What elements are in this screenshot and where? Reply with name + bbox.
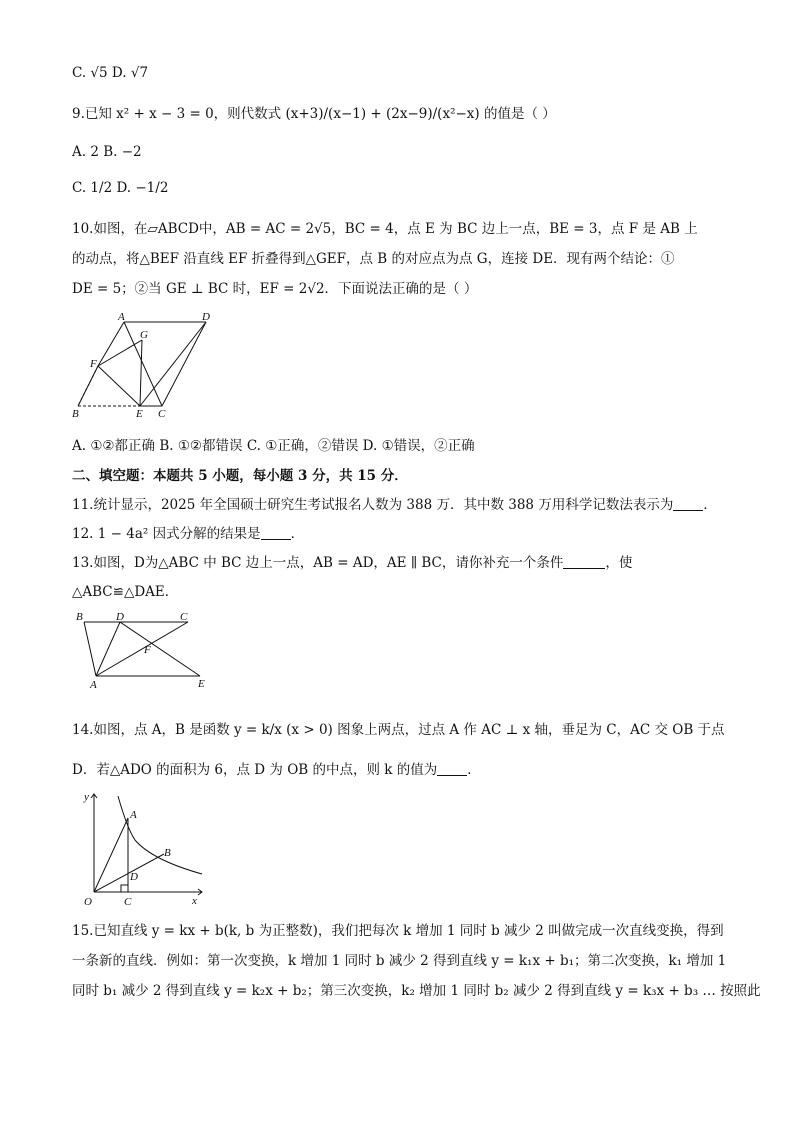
q14-period: ． (467, 762, 481, 778)
q14-line1: 14.如图，点 A，B 是函数 y = k/x (x > 0) 图象上两点，过点 A 作 AC ⊥ x 轴，垂足为 C，AC 交 OB 于点 (72, 722, 725, 738)
q9-stem: 9.已知 x² + x − 3 = 0，则代数式 (x+3)/(x−1) + (2x−9)/(x²−x) 的值是（ ） (72, 106, 556, 122)
q10-stem-line3: DE = 5；②当 GE ⊥ BC 时，EF = 2√2．下面说法正确的是（ ） (72, 281, 478, 297)
q14-line2 (72, 760, 481, 780)
q12-text: 12. 1 − 4a² 因式分解的结果是 (72, 526, 261, 542)
q11-text: 11.统计显示，2025 年全国硕士研究生考试报名人数为 388 万．其中数 388 万用科学记数法表示为 (72, 497, 674, 513)
fig10-label-b: B (72, 408, 79, 420)
fig13-label-a: A (90, 679, 97, 691)
fig10-label-e: E (136, 408, 143, 420)
q12-period: ． (290, 526, 305, 542)
q15-line3: 同时 b₁ 减少 2 得到直线 y = k₂x + b₂；第三次变换，k₂ 增加 1 同时 b₂ 减少 2 得到直线 y = k₃x + b₃ … 按照此 (72, 983, 761, 999)
q13-line2: △ABC≌△DAE． (72, 584, 179, 600)
fig13-label-d: D (116, 611, 124, 623)
fig13-label-f: F (144, 644, 151, 656)
fig14-label-y: y (84, 791, 89, 803)
q10-options: A. ①②都正确 B. ①②都错误 C. ①正确，②错误 D. ①错误，②正确 (72, 438, 475, 454)
q11-answer-blank[interactable] (673, 510, 703, 511)
q12-line (72, 524, 304, 544)
fig14-label-o: O (84, 896, 92, 908)
fig13-label-b: B (76, 611, 83, 623)
q13-line1 (72, 553, 632, 573)
section2-heading: 二、填空题：本题共 5 小题，每小题 3 分，共 15 分． (72, 468, 408, 484)
fig14-label-b: B (164, 847, 171, 859)
q14-text: D．若△ADO 的面积为 6，点 D 为 OB 的中点，则 k 的值为 (72, 762, 438, 778)
fig13-label-e: E (198, 678, 205, 690)
q11-line (72, 495, 717, 515)
fig13-label-c: C (180, 611, 188, 623)
fig10-label-g: G (140, 329, 148, 341)
fig14-label-d: D (130, 871, 138, 883)
q9-options-cd: C. 1/2 D. −1/2 (72, 180, 169, 196)
q13-text-end: ，使 (605, 555, 633, 571)
q12-answer-blank[interactable] (261, 539, 291, 540)
fig14-label-c: C (124, 896, 132, 908)
q13-answer-blank[interactable] (563, 568, 605, 569)
q14-answer-blank[interactable] (437, 775, 467, 776)
q13-text: 13.如图，D为△ABC 中 BC 边上一点，AB = AD，AE ∥ BC，请你补充一个条件 (72, 555, 564, 571)
q13-triangle-figure (70, 608, 220, 694)
q15-line2: 一条新的直线．例如：第一次变换，k 增加 1 同时 b 减少 2 得到直线 y = k₁x + b₁；第二次变换，k₁ 增加 1 (72, 953, 727, 969)
q10-stem-line2: 的动点，将△BEF 沿直线 EF 折叠得到△GEF，点 B 的对应点为点 G，连接 DE．现有两个结论：① (72, 251, 675, 267)
fig10-label-f: F (90, 358, 97, 370)
q8-options-cd: C. √5 D. √7 (72, 65, 149, 81)
q10-parallelogram-figure (70, 310, 230, 420)
q15-line1: 15.已知直线 y = kx + b(k, b 为正整数)，我们把每次 k 增加 1 同时 b 减少 2 叫做完成一次直线变换，得到 (72, 923, 724, 939)
fig14-label-x: x (192, 895, 197, 907)
q9-options-ab: A. 2 B. −2 (72, 144, 142, 160)
q14-hyperbola-figure (72, 788, 212, 908)
fig10-label-c: C (158, 408, 166, 420)
q10-stem-line1: 10.如图，在▱ABCD中，AB = AC = 2√5，BC = 4，点 E 为 BC 边上一点，BE = 3，点 F 是 AB 上 (72, 221, 698, 237)
fig14-label-a: A (130, 809, 137, 821)
q11-period: ． (703, 497, 717, 513)
fig10-label-d: D (202, 311, 210, 323)
fig10-label-a: A (118, 311, 125, 323)
